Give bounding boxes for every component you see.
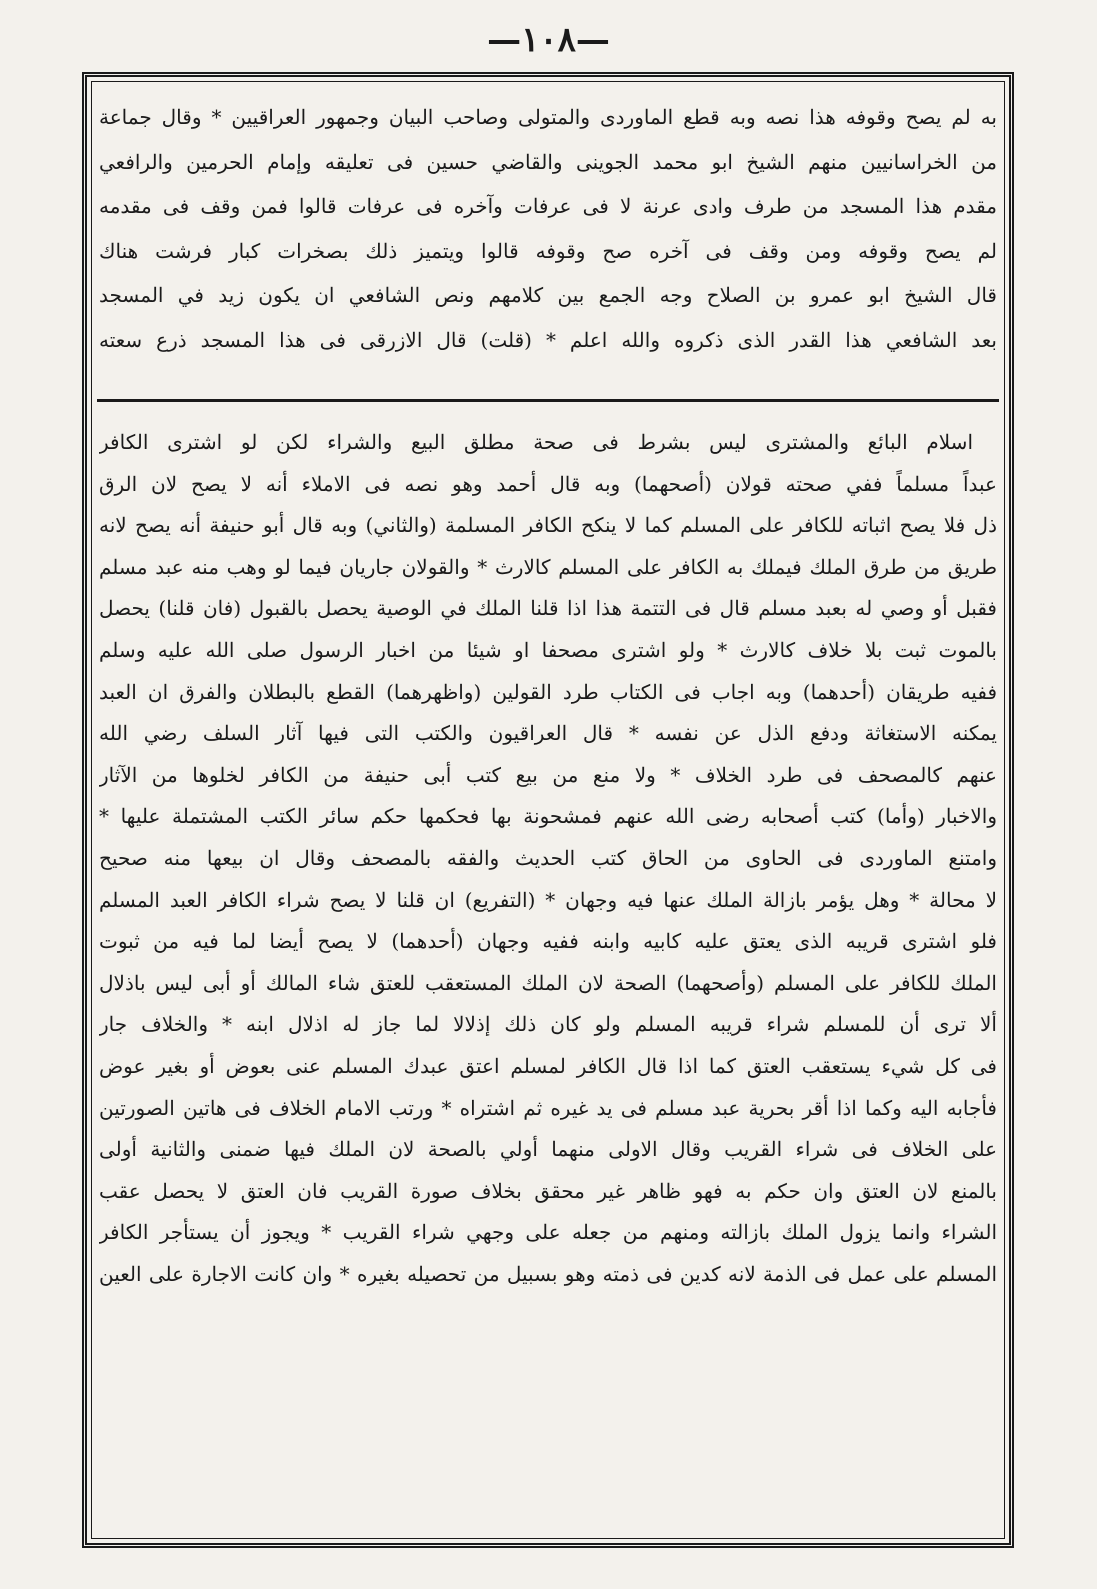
text-line: فقبل أو وصي له بعبد مسلم قال فى التتمة هذا اذا قلنا الملك في الوصية يحصل بالقبول (فان قلنا) يحصل [99,596,997,621]
text-line: اسلام البائع والمشترى ليس بشرط فى صحة مطلق البيع والشراء لكن لو اشترى الكافر [99,430,973,454]
text-line: من الخراسانيين منهم الشيخ ابو محمد الجوينى والقاضي حسين فى تعليقه وإمام الحرمين والرافعي [99,149,997,174]
text-line: الملك للكافر على المسلم (وأصحهما) الصحة لان الملك المستعقب للعتق شاء المالك أو أبى ليس باذلال [99,970,997,995]
text-line: قال الشيخ ابو عمرو بن الصلاح وجه الجمع بين كلامهم ونص الشافعي ان يكون زيد في المسجد [99,283,997,307]
text-line: ذل فلا يصح اثباته للكافر على المسلم كما لا ينكح الكافر المسلمة (والثاني) وبه قال أبو حنيفة أنه يصح لانه [99,513,997,538]
section-divider [97,399,999,402]
text-line: طريق من طرق الملك فيملك به الكافر على المسلم كالارث * والقولان جاريان فيما لو وهب منه عبد مسلم [99,554,997,579]
text-line: لم يصح وقوفه ومن وقف فى آخره صح وقوفه قالوا ويتميز ذلك بصخرات كبار فرشت هناك [99,238,997,263]
text-line: عنهم كالمصحف فى طرد الخلاف * ولا منع من بيع كتب أبى حنيفة من الكافر لخلوها من الآثار [99,762,997,787]
text-line: فلو اشترى قريبه الذى يعتق عليه كابيه وابنه ففيه وجهان (أحدهما) لا يصح أيضا لما فيه من ثبوت [99,929,997,954]
text-line: مقدم هذا المسجد من طرف وادى عرنة لا فى عرفات وآخره فى عرفات قالوا فمن وقف فى مقدمه [99,194,997,218]
text-line: لا محالة * وهل يؤمر بازالة الملك عنها فيه وجهان * (التفريع) ان قلنا لا يصح شراء الكافر العبد المسلم [99,887,997,912]
text-line: به لم يصح وقوفه هذا نصه وبه قطع الماوردى والمتولى وصاحب البيان وجمهور العراقيين * وقال جماعة [99,105,997,129]
text-line: فأجابه اليه وكما اذا أقر بحرية عبد مسلم فى يد غيره ثم اشتراه * ورتب الامام الخلاف فى هاتين الصورتين [99,1095,997,1120]
top-text-block [99,95,997,362]
text-line: بالمنع لان العتق وان حكم به فهو ظاهر غير محقق بخلاف صورة القريب فان العتق لا يحصل عقب [99,1178,997,1203]
text-line: على الخلاف فى شراء القريب وقال الاولى منهما أولي بالصحة لان الملك فيها ضمنى والثانية أولى [99,1137,997,1162]
page-frame [82,72,1014,1548]
text-line: والاخبار (وأما) كتب أصحابه رضى الله عنهم فمشحونة بها فحكمها حكم سائر الكتب المشتملة عليها * [99,804,997,829]
text-line: الشراء وانما يزول الملك بازالته ومنهم من جعله على وجهي شراء القريب * ويجوز أن يستأجر الكافر [99,1220,997,1245]
text-line: ألا ترى أن للمسلم شراء قريبه المسلم ولو كان ذلك إذلالا لما جاز له اذلال ابنه * والخلاف جار [99,1012,997,1037]
bottom-text-block [99,422,997,1295]
text-line: وامتنع الماوردى فى الحاوى من الحاق كتب الحديث والفقه بالمصحف وقال ان بيعها منه صحيح [99,845,997,870]
text-line: ففيه طريقان (أحدهما) وبه اجاب فى الكتاب طرد القولين (واظهرهما) القطع بالبطلان والفرق ان العبد [99,679,997,704]
page-number: —١٠٨— [487,20,610,60]
text-line: فى كل شيء يستعقب العتق كما اذا قال الكافر لمسلم اعتق عبدك المسلم عنى بعوض أو بغير عوض [99,1053,997,1078]
text-line: بعد الشافعي هذا القدر الذى ذكروه والله اعلم * (قلت) قال الازرقى فى هذا المسجد ذرع سعته [99,327,997,352]
text-line: عبداً مسلماً ففي صحته قولان (أصحهما) وبه قال أحمد وهو نصه فى الاملاء أنه لا يصح لان الرق [99,471,997,496]
text-line: يمكنه الاستغاثة ودفع الذل عن نفسه * قال العراقيون والكتب التى فيها آثار السلف رضي الله [99,721,997,746]
text-line: بالموت ثبت بلا خلاف كالارث * ولو اشترى مصحفا او شيئا من اخبار الرسول صلى الله عليه وسلم [99,637,997,662]
text-line: المسلم على عمل فى الذمة لانه كدين فى ذمته وهو بسبيل من تحصيله بغيره * وان كانت الاجارة على العين [99,1261,997,1286]
